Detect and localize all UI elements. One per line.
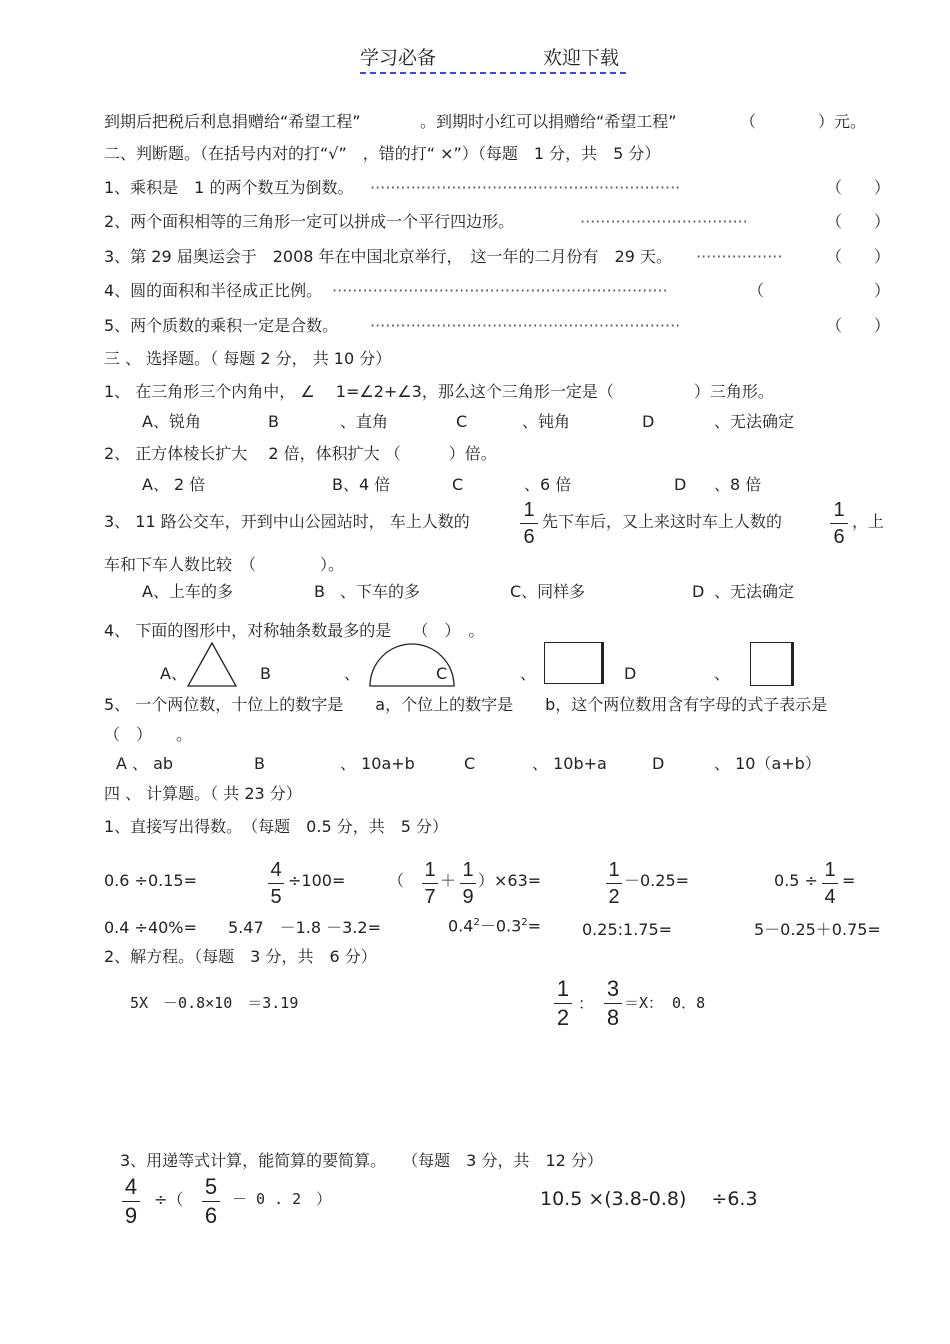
fraction-numerator: 5	[204, 1174, 218, 1199]
fraction-numerator: 3	[606, 976, 620, 1001]
judge-item-1-text: 1、乘积是 1 的两个数互为倒数。	[104, 178, 354, 197]
calc-r2-e3-exp1: 2	[473, 917, 480, 928]
fraction-bar	[422, 883, 438, 884]
intro-text-2: 。到期时小红可以捐赠给“希望工程”	[420, 112, 677, 131]
calc-r1-e4-rest: －0.25=	[624, 871, 690, 890]
judge-item-4-paren-close: ）	[874, 281, 891, 300]
fraction-numerator: 1	[833, 499, 845, 521]
choice-q4-opt-b[interactable]: B	[260, 664, 271, 683]
calc-r2-e3-base2: －0.3	[479, 916, 522, 936]
judge-item-3-text: 3、第 29 届奥运会于 2008 年在中国北京举行， 这一年的二月份有 29 天。	[104, 247, 672, 266]
judge-item-3-paren[interactable]: （ ）	[826, 247, 891, 266]
fraction-bar	[202, 1201, 220, 1202]
calc-sub3-title: 3、用递等式计算，能简算的要简算。 （每题 3 分，共 12 分）	[120, 1151, 603, 1170]
intro-text-1: 到期后把税后利息捐赠给“希望工程”	[104, 112, 361, 131]
intro-paren-close: ）元。	[818, 112, 867, 131]
intro-paren-open: （	[740, 112, 757, 131]
header-underline	[360, 72, 626, 74]
square-shape	[750, 642, 794, 686]
choice-q3-opt-a[interactable]: A、上车的多	[142, 582, 233, 601]
calc-r1-e5-rest: =	[842, 871, 856, 890]
section4-title: 四 、 计算题。（ 共 23 分）	[104, 784, 302, 803]
choice-q3-stem-d: 车和下车人数比较 （ ）。	[104, 555, 345, 574]
judge-item-2-dots: ·································	[580, 212, 748, 231]
choice-q5-opt-d-text: 、 10（a+b）	[714, 754, 821, 773]
fraction-denominator: 2	[608, 886, 620, 908]
choice-q4-stem: 4、 下面的图形中，对称轴条数最多的是 （ ） 。	[104, 621, 485, 640]
judge-item-1-paren[interactable]: （ ）	[826, 178, 891, 197]
choice-q1-opt-d[interactable]: D	[642, 412, 655, 431]
fraction-denominator: 5	[270, 886, 282, 908]
fraction-denominator: 8	[606, 1005, 620, 1030]
fraction-bar	[604, 1003, 622, 1004]
calc-r1-e5-fraction	[822, 860, 838, 907]
fraction-bar	[830, 523, 848, 524]
judge-item-5-dots: ·····························································	[370, 316, 681, 335]
calc-r2-e3-exp2: 2	[521, 917, 528, 928]
choice-q4-sep-c: 、	[520, 664, 537, 683]
judge-item-2-paren[interactable]: （ ）	[826, 212, 891, 231]
fraction-denominator: 6	[523, 526, 535, 548]
choice-q3-stem-c: ，上	[852, 512, 885, 531]
choice-q4-opt-d[interactable]: D	[624, 664, 637, 683]
section2-title: 二、判断题。（在括号内对的打“√” ，错的打“ ×”）（每题 1 分，共 5 分）	[104, 144, 661, 163]
equation-2-fraction-1	[554, 978, 572, 1029]
fraction-denominator: 9	[462, 886, 474, 908]
calc-r2-e1: 0.4 ÷40%=	[104, 918, 197, 937]
calc-r2-e3-eq: =	[527, 916, 542, 936]
choice-q3-fraction-2	[830, 500, 848, 547]
calc-r1-e4-fraction	[606, 860, 622, 907]
calc-r1-e3-open: （	[388, 871, 405, 890]
triangle-shape	[186, 640, 238, 688]
expr-1-fraction-1	[122, 1176, 140, 1227]
fraction-denominator: 2	[556, 1005, 570, 1030]
choice-q1-stem: 1、 在三角形三个内角中， ∠ 1=∠2+∠3，那么这个三角形一定是（ ）三角形。	[104, 382, 774, 401]
fraction-numerator: 1	[556, 976, 570, 1001]
fraction-numerator: 1	[824, 859, 836, 881]
judge-item-4-text: 4、圆的面积和半径成正比例。	[104, 281, 323, 300]
fraction-numerator: 4	[270, 859, 282, 881]
fraction-numerator: 1	[462, 859, 474, 881]
calc-r2-e5: 5－0.25＋0.75=	[754, 920, 881, 939]
fraction-bar	[122, 1201, 140, 1202]
calc-r2-e3	[448, 918, 541, 934]
choice-q5-opt-d[interactable]: D	[652, 754, 665, 773]
choice-q3-opt-c[interactable]: C、同样多	[510, 582, 586, 601]
calc-r1-e3-plus: ＋	[440, 871, 457, 890]
choice-q5-opt-a[interactable]: A 、 ab	[116, 754, 174, 773]
rectangle-shape	[544, 642, 604, 684]
calc-sub2-title: 2、解方程。（每题 3 分，共 6 分）	[104, 947, 377, 966]
header-left: 学习必备	[360, 47, 437, 69]
judge-item-4-dots: ··································································	[332, 281, 668, 300]
expr-1-div: ÷（	[154, 1190, 184, 1209]
equation-2-colon: ：	[578, 994, 595, 1013]
choice-q3-opt-b[interactable]: B	[314, 582, 325, 601]
calc-sub1-title: 1、直接写出得数。 （每题 0.5 分，共 5 分）	[104, 817, 448, 836]
choice-q2-opt-d[interactable]: D	[674, 475, 687, 494]
choice-q3-opt-d[interactable]: D	[692, 582, 705, 601]
fraction-bar	[520, 523, 538, 524]
fraction-denominator: 4	[824, 886, 836, 908]
judge-item-1-dots: ·····························································	[370, 178, 681, 197]
fraction-numerator: 4	[124, 1174, 138, 1199]
judge-item-2-text: 2、两个面积相等的三角形一定可以拼成一个平行四边形。	[104, 212, 515, 231]
choice-q1-opt-c[interactable]: C	[456, 412, 468, 431]
choice-q5-opt-b-text: 、 10a+b	[340, 754, 415, 773]
calc-r1-e3-fraction-2	[460, 860, 476, 907]
choice-q2-opt-c[interactable]: C	[452, 475, 464, 494]
choice-q2-opt-a[interactable]: A、 2 倍	[142, 475, 206, 494]
choice-q4-sep-d: 、	[714, 664, 731, 683]
calc-r2-e3-base1: 0.4	[448, 916, 474, 936]
fraction-numerator: 1	[523, 499, 535, 521]
fraction-bar	[606, 883, 622, 884]
choice-q5-stem: 5、 一个两位数，十位上的数字是 a，个位上的数字是 b，这个两位数用含有字母的式子表示是	[104, 695, 828, 714]
fraction-bar	[268, 883, 284, 884]
choice-q2-opt-c-text: 、6 倍	[524, 475, 572, 494]
judge-item-3-dots: ·················	[696, 247, 783, 266]
fraction-denominator: 7	[424, 886, 436, 908]
choice-q2-stem: 2、 正方体棱长扩大 2 倍，体积扩大 （ ）倍。	[104, 444, 497, 463]
fraction-numerator: 1	[608, 859, 620, 881]
choice-q2-opt-d-text: 、8 倍	[714, 475, 762, 494]
equation-1: 5X －0.8×10 ＝3.19	[130, 994, 299, 1012]
fraction-denominator: 9	[124, 1203, 138, 1228]
choice-q3-fraction-1	[520, 500, 538, 547]
choice-q5-opt-b[interactable]: B	[254, 754, 265, 773]
choice-q3-opt-b-text: 、下车的多	[340, 582, 421, 601]
calc-r1-e5-pre: 0.5 ÷	[774, 871, 818, 890]
judge-item-4-paren-open[interactable]: （	[748, 281, 765, 300]
expr-1-fraction-2	[202, 1176, 220, 1227]
choice-q1-opt-c-text: 、钝角	[522, 412, 571, 431]
fraction-bar	[460, 883, 476, 884]
choice-q4-sep-b: 、	[344, 664, 361, 683]
calc-r1-e3-fraction-1	[422, 860, 438, 907]
fraction-bar	[554, 1003, 572, 1004]
choice-q2-opt-b[interactable]: B、4 倍	[332, 475, 391, 494]
expr-2: 10.5 ×(3.8-0.8) ÷6.3	[540, 1188, 758, 1210]
choice-q3-opt-d-text: 、无法确定	[714, 582, 795, 601]
choice-q1-opt-a[interactable]: A、锐角	[142, 412, 201, 431]
equation-2-fraction-2	[604, 978, 622, 1029]
equation-2-rest: ＝X： 0．8	[624, 994, 706, 1012]
section3-title: 三 、 选择题。（ 每题 2 分， 共 10 分）	[104, 349, 392, 368]
fraction-denominator: 6	[833, 526, 845, 548]
fraction-bar	[822, 883, 838, 884]
calc-r1-e2-rest: ÷100=	[288, 871, 346, 890]
choice-q4-opt-a[interactable]: A、	[160, 664, 187, 683]
judge-item-5-paren[interactable]: （ ）	[826, 316, 891, 335]
choice-q1-opt-d-text: 、无法确定	[714, 412, 795, 431]
calc-r1-e2-fraction	[268, 860, 284, 907]
expr-1-rest: － 0 . 2 ）	[232, 1190, 332, 1208]
choice-q3-stem-b: 先下车后，又上来这时车上人数的	[542, 512, 783, 531]
fraction-denominator: 6	[204, 1203, 218, 1228]
header-right: 欢迎下载	[543, 47, 620, 69]
judge-item-5-text: 5、两个质数的乘积一定是合数。	[104, 316, 339, 335]
calc-r1-e3-rest: ）×63=	[478, 871, 542, 890]
choice-q1-opt-b-text: 、直角	[340, 412, 389, 431]
calc-r2-e4: 0.25:1.75=	[582, 920, 673, 939]
choice-q5-paren[interactable]: （ ） 。	[104, 725, 193, 744]
fraction-numerator: 1	[424, 859, 436, 881]
calc-r1-e1: 0.6 ÷0.15=	[104, 871, 197, 890]
calc-r2-e2: 5.47 －1.8 －3.2=	[228, 918, 382, 937]
choice-q5-opt-c[interactable]: C	[464, 754, 476, 773]
choice-q5-opt-c-text: 、 10b+a	[532, 754, 607, 773]
choice-q1-opt-b[interactable]: B	[268, 412, 279, 431]
choice-q4-opt-c[interactable]: C	[436, 664, 448, 683]
choice-q3-stem-a: 3、 11 路公交车，开到中山公园站时， 车上人数的	[104, 512, 470, 531]
